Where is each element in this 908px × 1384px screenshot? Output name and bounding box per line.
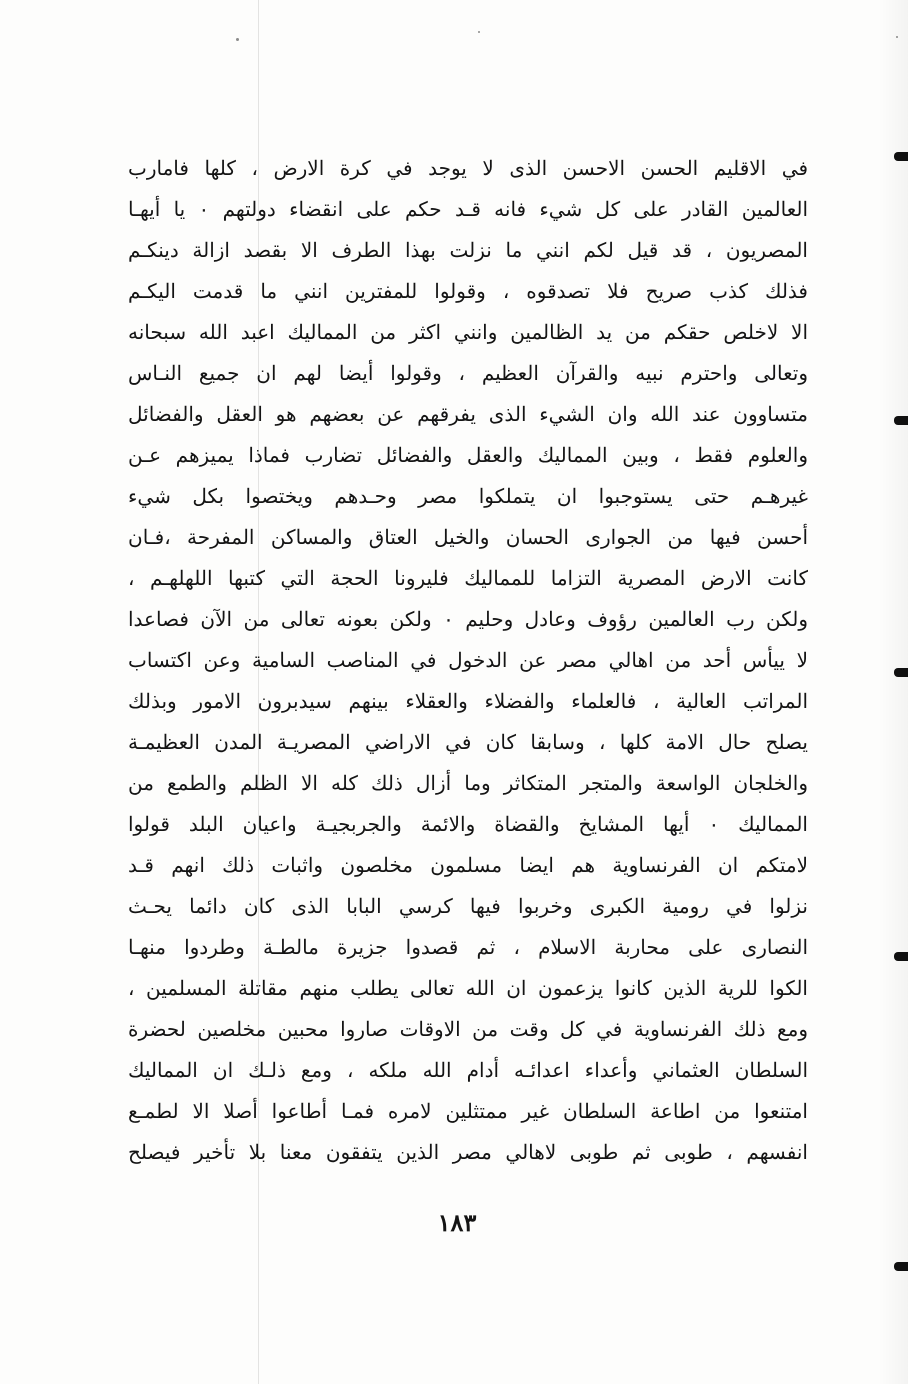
text-line: لا ييأس أحد من اهالي مصر عن الدخول في المناصب السامية وعن اكتساب <box>128 648 808 672</box>
text-line: أحسن فيها من الجوارى الحسان والخيل العتاق والمساكن المفرحة ،فـان <box>128 525 808 549</box>
page-edge-shadow <box>878 0 908 1384</box>
text-line: امتنعوا من اطاعة السلطان غير ممتثلين لامره فمـا أطاعوا أصلا الا لطمـع <box>128 1099 808 1123</box>
text-line: نزلوا في رومية الكبرى وخربوا فيها كرسي البابا الذى كان دائما يحـث <box>128 894 808 918</box>
text-line: متساوون عند الله وان الشيء الذى يفرقهم عن بعضهم هو العقل والفضائل <box>128 402 808 426</box>
text-line: كانت الارض المصرية التزاما للمماليك فليرونا الحجة التي كتبها اللهلهـم ، <box>128 566 808 590</box>
binding-hole-mark <box>894 152 908 161</box>
binding-hole-mark <box>894 1262 908 1271</box>
binding-hole-mark <box>894 416 908 425</box>
text-line: يصلح حال الامة كلها ، وسابقا كان في الاراضي المصريـة المدن العظيمـة <box>128 730 808 754</box>
text-line: الكوا للرية الذين كانوا يزعمون ان الله تعالى يطلب منهم مقاتلة المسلمين ، <box>128 976 808 1000</box>
scan-speck <box>896 36 898 38</box>
text-line: ومع ذلك الفرنساوية في كل وقت من الاوقات صاروا محبين مخلصين لحضرة <box>128 1017 808 1041</box>
binding-hole-mark <box>894 668 908 677</box>
body-text <box>128 148 808 1173</box>
text-line: غيرهـم حتى يستوجبوا ان يتملكوا مصر وحـدهم ويختصوا بكل شيء <box>128 484 808 508</box>
text-line: فذلك كذب صريح فلا تصدقوه ، وقولوا للمفترين انني ما قدمت اليكـم <box>128 279 808 303</box>
text-line: لامتكم ان الفرنساوية هم ايضا مسلمون مخلصون واثبات ذلك انهم قـد <box>128 853 808 877</box>
text-line: السلطان العثماني وأعداء اعدائـه أدام الله ملكه ، ومع ذلـك ان المماليك <box>128 1058 808 1082</box>
text-line: العالمين القادر على كل شيء فانه قـد حكم على انقضاء دولتهم ٠ يا أيهـا <box>128 197 808 221</box>
scan-speck <box>478 31 480 33</box>
scan-speck <box>236 38 239 41</box>
text-line: المراتب العالية ، فالعلماء والفضلاء والعقلاء بينهم سيدبرون الامور وبذلك <box>128 689 808 713</box>
text-line: والعلوم فقط ، وبين المماليك والعقل والفضائل تضارب فماذا يميزهم عـن <box>128 443 808 467</box>
text-line: انفسهم ، طوبى ثم طوبى لاهالي مصر الذين يتفقون معنا بلا تأخير فيصلح <box>128 1140 808 1164</box>
text-line: وتعالى واحترم نبيه والقرآن العظيم ، وقولوا أيضا لهم ان جميع النـاس <box>128 361 808 385</box>
text-line: النصارى على محاربة الاسلام ، ثم قصدوا جزيرة مالطـة وطردوا منهـا <box>128 935 808 959</box>
page-number: ١٨٣ <box>437 1208 477 1237</box>
text-line: ولكن رب العالمين رؤوف وعادل وحليم ٠ ولكن بعونه تعالى من الآن فصاعدا <box>128 607 808 631</box>
text-line: المماليك ٠ أيها المشايخ والقضاة والائمة والجربجيـة واعيان البلد قولوا <box>128 812 808 836</box>
text-line: المصريون ، قد قيل لكم انني ما نزلت بهذا الطرف الا بقصد ازالة دينكـم <box>128 238 808 262</box>
text-line: والخلجان الواسعة والمتجر المتكاثر وما أزال ذلك كله الا الظلم والطمع من <box>128 771 808 795</box>
text-line: الا لاخلص حقكم من يد الظالمين وانني اكثر من المماليك اعبد الله سبحانه <box>128 320 808 344</box>
text-line: في الاقليم الحسن الاحسن الذى لا يوجد في كرة الارض ، كلها فامارب <box>128 156 808 180</box>
binding-hole-mark <box>894 952 908 961</box>
